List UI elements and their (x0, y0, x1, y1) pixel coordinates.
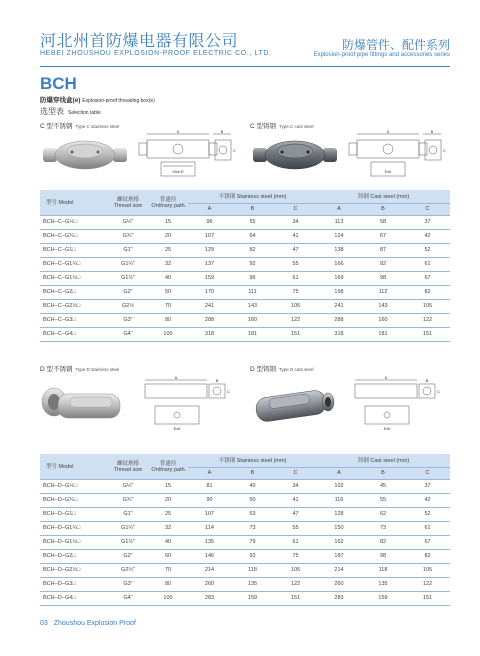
cast-b-cell: 118 (361, 563, 405, 577)
dim-c-label: C (437, 389, 440, 394)
table-row (40, 577, 450, 591)
cast-c-cell: 52 (405, 507, 450, 521)
model-cell: BCH−C−G½□ (40, 215, 108, 229)
stainless-c-cell: 34 (274, 215, 317, 229)
stainless-c-cell: 55 (274, 521, 317, 535)
footer-text: Zhoushou Explosion Proof (53, 620, 136, 627)
header-c: C (274, 467, 317, 479)
stainless-c-cell: 41 (274, 493, 317, 507)
ordinary-path-cell: 32 (148, 521, 188, 535)
cast-b-cell: 67 (361, 229, 405, 243)
cast-c-cell: 67 (405, 535, 450, 549)
cast-b-cell: 62 (361, 507, 405, 521)
ordinary-path-cell: 80 (148, 577, 188, 591)
model-cell: BCH−C−G1□ (40, 243, 108, 257)
cast-a-cell: 116 (317, 493, 361, 507)
ordinary-path-cell: 50 (148, 285, 188, 299)
ordinary-path-cell: 70 (148, 299, 188, 313)
stainless-b-cell: 181 (231, 327, 274, 341)
cast-a-cell: 166 (317, 257, 361, 271)
ordinary-path-cell: 60 (148, 549, 188, 563)
model-cell: BCH−C−G4□ (40, 327, 108, 341)
stainless-a-cell: 135 (188, 535, 231, 549)
stainless-a-cell: 81 (188, 479, 231, 493)
header-divider (40, 66, 450, 67)
cast-a-cell: 214 (317, 563, 361, 577)
page-header (40, 28, 450, 68)
cast-a-cell: 124 (317, 229, 361, 243)
spec-table-type-d (40, 454, 450, 606)
cast-b-cell: 135 (361, 577, 405, 591)
stainless-c-cell: 105 (274, 563, 317, 577)
table-row (40, 521, 450, 535)
stainless-b-cell: 143 (231, 299, 274, 313)
table-row (40, 299, 450, 313)
stainless-b-cell: 50 (231, 493, 274, 507)
ordinary-path-cell: 25 (148, 243, 188, 257)
exit-label: Exit (383, 426, 391, 431)
cast-a-cell: 187 (317, 549, 361, 563)
model-cell: BCH−D−G¾□ (40, 493, 108, 507)
stainless-c-cell: 47 (274, 243, 317, 257)
cast-a-cell: 283 (317, 591, 361, 605)
dim-b-label: B (425, 378, 429, 383)
thread-size-cell: G2½" (108, 563, 148, 577)
selection-table-title-en: Selection table (68, 110, 101, 116)
table-d-body (40, 479, 450, 605)
table-row (40, 549, 450, 563)
header-cast-steel: 铸钢 Cast steel (mm) (317, 190, 450, 203)
stainless-c-cell: 122 (274, 313, 317, 327)
thread-size-cell: G¾" (108, 229, 148, 243)
type-d-cast-drawing (345, 374, 445, 434)
header-b: B (231, 203, 274, 215)
header-a: A (317, 203, 361, 215)
stainless-a-cell: 129 (188, 243, 231, 257)
model-cell: BCH−C−G2½□ (40, 299, 108, 313)
header-a: A (188, 203, 231, 215)
stainless-b-cell: 63 (231, 507, 274, 521)
section-label-d-stainless (40, 364, 119, 373)
header-path-en: Ordinary path (151, 203, 185, 210)
thread-size-cell: G2" (108, 285, 148, 299)
series-title-cn: 防爆管件、配件系列 (341, 38, 450, 52)
header-c: C (405, 467, 450, 479)
table-c-body (40, 215, 450, 341)
cast-b-cell: 160 (361, 313, 405, 327)
stainless-a-cell: 260 (188, 577, 231, 591)
stainless-b-cell: 82 (231, 243, 274, 257)
header-a: A (317, 467, 361, 479)
dim-b-label: B (430, 129, 434, 134)
section-label-c-stainless (40, 121, 119, 130)
stainless-b-cell: 92 (231, 257, 274, 271)
product-name-en: Explosion-proof threading box(e) (82, 98, 155, 104)
stainless-a-cell: 283 (188, 591, 231, 605)
stainless-b-cell: 55 (231, 215, 274, 229)
header-model: 型号 Model (40, 190, 108, 215)
cast-c-cell: 37 (405, 479, 450, 493)
type-c-cast-photo (250, 130, 340, 180)
selection-table-title-cn: 选型表 (40, 107, 64, 116)
company-name-cn: 河北州首防爆电器有限公司 (40, 33, 239, 50)
dim-c-label: C (443, 148, 446, 153)
ordinary-path-cell: 25 (148, 507, 188, 521)
model-cell: BCH−D−G2□ (40, 549, 108, 563)
cast-b-cell: 87 (361, 243, 405, 257)
stainless-c-cell: 151 (274, 591, 317, 605)
stainless-b-cell: 111 (231, 285, 274, 299)
cast-c-cell: 61 (405, 257, 450, 271)
cast-c-cell: 67 (405, 271, 450, 285)
table-row (40, 493, 450, 507)
stainless-a-cell: 318 (188, 327, 231, 341)
dim-a-label: A (384, 375, 388, 380)
cast-b-cell: 112 (361, 285, 405, 299)
section-label-en: Type C stainless steel (75, 124, 120, 129)
section-label-cn: C 型铸钢 (250, 123, 276, 130)
stainless-c-cell: 55 (274, 257, 317, 271)
header-thread-en: Thread size (113, 467, 143, 474)
cast-b-cell: 92 (361, 257, 405, 271)
table-row (40, 563, 450, 577)
section-label-en: Type C cast steel (279, 124, 314, 129)
ordinary-path-cell: 15 (148, 479, 188, 493)
cast-c-cell: 122 (405, 313, 450, 327)
stainless-c-cell: 41 (274, 229, 317, 243)
cast-b-cell: 82 (361, 535, 405, 549)
header-stainless-steel: 不锈钢 Stainless steel (mm) (188, 190, 317, 203)
cast-a-cell: 113 (317, 215, 361, 229)
header-b: B (361, 467, 405, 479)
type-c-stainless-photo (40, 130, 130, 180)
thread-size-cell: G1½" (108, 535, 148, 549)
header-cast-steel: 铸钢 Cast steel (mm) (317, 454, 450, 467)
stainless-c-cell: 75 (274, 549, 317, 563)
thread-size-cell: G2½ (108, 299, 148, 313)
table-row (40, 271, 450, 285)
type-c-stainless-drawing (135, 128, 235, 184)
product-name (40, 95, 155, 104)
table-row (40, 591, 450, 605)
stainless-c-cell: 61 (274, 535, 317, 549)
thread-size-cell: G¾" (108, 493, 148, 507)
stainless-b-cell: 73 (231, 521, 274, 535)
series-title-en: Explosion-proof pipe fittings and accessories series (313, 52, 450, 58)
stainless-b-cell: 96 (231, 271, 274, 285)
cast-a-cell: 128 (317, 507, 361, 521)
thread-size-cell: G2" (108, 549, 148, 563)
section-label-d-cast (250, 364, 314, 373)
cast-c-cell: 151 (405, 327, 450, 341)
cast-b-cell: 98 (361, 271, 405, 285)
model-cell: BCH−D−G4□ (40, 591, 108, 605)
cast-c-cell: 52 (405, 243, 450, 257)
dim-b-label: B (215, 378, 219, 383)
cast-a-cell: 150 (317, 521, 361, 535)
cast-b-cell: 58 (361, 215, 405, 229)
header-c: C (274, 203, 317, 215)
model-cell: BCH−C−G1½□ (40, 271, 108, 285)
table-row (40, 285, 450, 299)
cast-c-cell: 37 (405, 215, 450, 229)
model-cell: BCH−D−G3□ (40, 577, 108, 591)
stainless-a-cell: 288 (188, 313, 231, 327)
ordinary-path-cell: 20 (148, 493, 188, 507)
model-cell: BCH−C−G3□ (40, 313, 108, 327)
ordinary-path-cell: 80 (148, 313, 188, 327)
cast-a-cell: 260 (317, 577, 361, 591)
cast-a-cell: 102 (317, 479, 361, 493)
type-d-stainless-photo (40, 376, 132, 436)
ordinary-path-cell: 15 (148, 215, 188, 229)
section-label-c-cast (250, 121, 314, 130)
dim-a-label: A (174, 375, 178, 380)
cast-c-cell: 105 (405, 299, 450, 313)
cast-c-cell: 82 (405, 285, 450, 299)
stainless-a-cell: 90 (188, 493, 231, 507)
ordinary-path-cell: 20 (148, 229, 188, 243)
company-name-en: HEBEI ZHOUSHOU EXPLOSION-PROOF ELECTRIC CO., LTD. (40, 50, 272, 57)
cast-b-cell: 45 (361, 479, 405, 493)
thread-size-cell: G4" (108, 591, 148, 605)
stainless-a-cell: 96 (188, 215, 231, 229)
stainless-c-cell: 122 (274, 577, 317, 591)
thread-size-cell: G3" (108, 577, 148, 591)
table-row (40, 535, 450, 549)
cast-c-cell: 42 (405, 229, 450, 243)
cast-b-cell: 159 (361, 591, 405, 605)
model-cell: BCH−C−G2□ (40, 285, 108, 299)
exit-label: Exit (173, 426, 181, 431)
size-e-label: Size:E (172, 169, 184, 174)
header-thread-en: Thread size (113, 203, 143, 210)
header-model: 型号 Model (40, 454, 108, 479)
header-a: A (188, 467, 231, 479)
model-cell: BCH−D−G1□ (40, 507, 108, 521)
stainless-a-cell: 170 (188, 285, 231, 299)
section-label-cn: D 型不锈钢 (40, 366, 73, 373)
type-d-cast-photo (250, 380, 340, 430)
cast-b-cell: 181 (361, 327, 405, 341)
cast-b-cell: 73 (361, 521, 405, 535)
stainless-b-cell: 135 (231, 577, 274, 591)
cast-c-cell: 122 (405, 577, 450, 591)
stainless-c-cell: 105 (274, 299, 317, 313)
header-path-cn: 普通径 (159, 197, 177, 204)
cast-a-cell: 169 (317, 271, 361, 285)
thread-size-cell: G½" (108, 215, 148, 229)
table-row (40, 243, 450, 257)
spec-table-type-c (40, 190, 450, 342)
thread-size-cell: G1½" (108, 271, 148, 285)
header-ordinary-path (148, 190, 188, 215)
thread-size-cell: G1¼" (108, 257, 148, 271)
stainless-b-cell: 93 (231, 549, 274, 563)
product-code: BCH (40, 74, 77, 93)
stainless-c-cell: 151 (274, 327, 317, 341)
table-row (40, 229, 450, 243)
ordinary-path-cell: 40 (148, 271, 188, 285)
model-cell: BCH−C−G¾□ (40, 229, 108, 243)
cast-a-cell: 318 (317, 327, 361, 341)
section-label-en: Type D cast steel (279, 367, 314, 372)
cast-b-cell: 143 (361, 299, 405, 313)
stainless-b-cell: 79 (231, 535, 274, 549)
table-row (40, 313, 450, 327)
cast-a-cell: 138 (317, 243, 361, 257)
model-cell: BCH−D−G1¼□ (40, 521, 108, 535)
ordinary-path-cell: 100 (148, 327, 188, 341)
stainless-a-cell: 107 (188, 229, 231, 243)
thread-size-cell: G1¼" (108, 521, 148, 535)
table-row (40, 257, 450, 271)
stainless-b-cell: 40 (231, 479, 274, 493)
thread-size-cell: G1" (108, 243, 148, 257)
thread-size-cell: G1" (108, 507, 148, 521)
section-label-cn: D 型铸钢 (250, 366, 276, 373)
stainless-c-cell: 75 (274, 285, 317, 299)
header-b: B (231, 467, 274, 479)
ordinary-path-cell: 40 (148, 535, 188, 549)
cast-a-cell: 162 (317, 535, 361, 549)
stainless-a-cell: 114 (188, 521, 231, 535)
header-b: B (361, 203, 405, 215)
header-thread-cn: 螺纹规格 (116, 197, 139, 204)
header-stainless-steel: 不锈钢 Stainless steel (mm) (188, 454, 317, 467)
stainless-a-cell: 146 (188, 549, 231, 563)
dim-a-label: A (176, 129, 180, 134)
model-cell: BCH−D−G1½□ (40, 535, 108, 549)
cast-c-cell: 105 (405, 563, 450, 577)
page-footer (40, 620, 136, 627)
stainless-a-cell: 159 (188, 271, 231, 285)
type-d-stainless-drawing (135, 374, 235, 434)
header-c: C (405, 203, 450, 215)
page-number: 03 (40, 620, 48, 627)
exit-label: Exit (384, 169, 392, 174)
section-label-en: Type D stainless steel (75, 367, 120, 372)
section-label-cn: C 型不锈钢 (40, 123, 73, 130)
ordinary-path-cell: 100 (148, 591, 188, 605)
header-thread-cn: 螺纹规格 (116, 461, 139, 468)
model-cell: BCH−C−G1¼□ (40, 257, 108, 271)
table-row (40, 479, 450, 493)
stainless-a-cell: 107 (188, 507, 231, 521)
cast-a-cell: 198 (317, 285, 361, 299)
stainless-c-cell: 47 (274, 507, 317, 521)
header-thread-size (108, 454, 148, 479)
ordinary-path-cell: 32 (148, 257, 188, 271)
table-row (40, 327, 450, 341)
header-thread-size (108, 190, 148, 215)
stainless-a-cell: 241 (188, 299, 231, 313)
dim-b-label: B (220, 129, 224, 134)
header-ordinary-path (148, 454, 188, 479)
header-path-en: Ordinary path (151, 467, 185, 474)
table-row (40, 215, 450, 229)
table-row (40, 507, 450, 521)
thread-size-cell: G4" (108, 327, 148, 341)
cast-b-cell: 55 (361, 493, 405, 507)
dim-c-label: C (227, 389, 230, 394)
model-cell: BCH−D−G2½□ (40, 563, 108, 577)
cast-c-cell: 82 (405, 549, 450, 563)
type-c-cast-drawing (345, 128, 445, 184)
cast-c-cell: 42 (405, 493, 450, 507)
stainless-b-cell: 160 (231, 313, 274, 327)
header-path-cn: 普通径 (159, 461, 177, 468)
dim-c-label: C (233, 148, 236, 153)
model-cell: BCH−D−G½□ (40, 479, 108, 493)
stainless-a-cell: 214 (188, 563, 231, 577)
cast-c-cell: 61 (405, 521, 450, 535)
cast-c-cell: 151 (405, 591, 450, 605)
cast-b-cell: 98 (361, 549, 405, 563)
stainless-a-cell: 137 (188, 257, 231, 271)
stainless-b-cell: 159 (231, 591, 274, 605)
stainless-b-cell: 64 (231, 229, 274, 243)
cast-a-cell: 288 (317, 313, 361, 327)
product-name-cn: 防爆穿线盒(e) (40, 97, 81, 104)
selection-table-title (40, 106, 101, 117)
stainless-c-cell: 61 (274, 271, 317, 285)
thread-size-cell: G½" (108, 479, 148, 493)
stainless-b-cell: 118 (231, 563, 274, 577)
ordinary-path-cell: 70 (148, 563, 188, 577)
stainless-c-cell: 34 (274, 479, 317, 493)
thread-size-cell: G3" (108, 313, 148, 327)
dim-a-label: A (386, 129, 390, 134)
cast-a-cell: 241 (317, 299, 361, 313)
